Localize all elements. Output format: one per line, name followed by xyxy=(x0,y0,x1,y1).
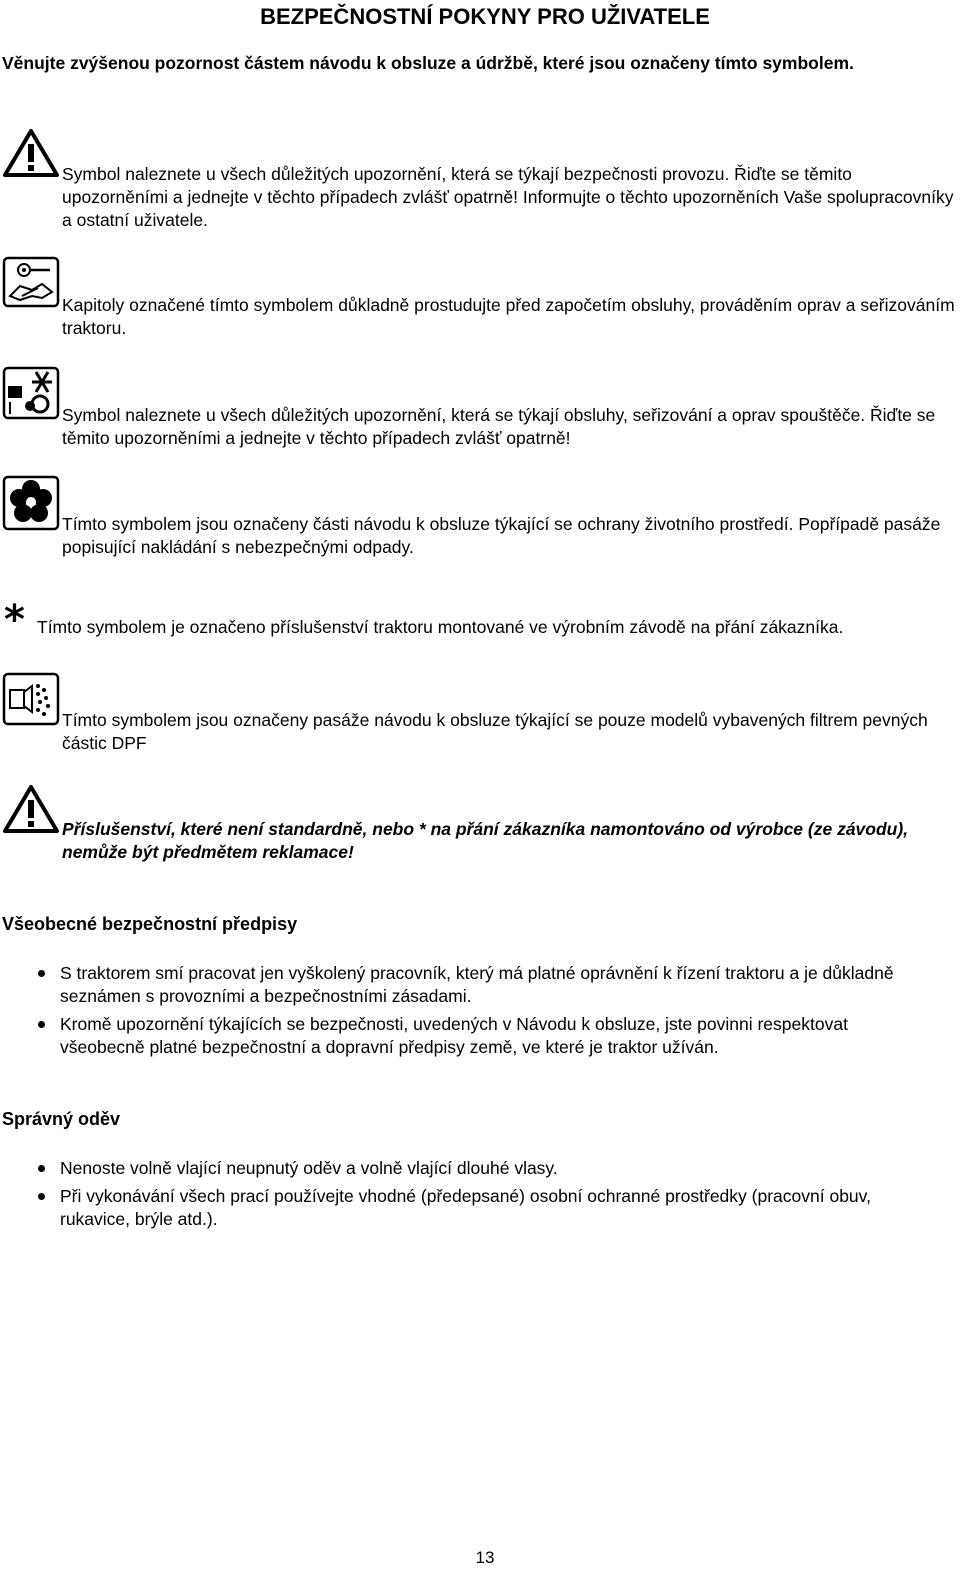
list-item: Při vykonávání všech prací používejte vhodné (předepsané) osobní ochranné prostředky (pracovní obuv, rukavice, brýle atd.). xyxy=(0,1185,930,1231)
list-item: S traktorem smí pracovat jen vyškolený pracovník, který má platné oprávnění k řízení traktoru a je důkladně seznámen s provozními a bezpečnostními zásadami. xyxy=(0,962,930,1008)
section-heading-clothing: Správný oděv xyxy=(2,1109,121,1129)
symbol-starter-text: Symbol naleznete u všech důležitých upozornění, která se týkají obsluhy, seřizování a oprav spouštěče. Řiďte se těmito upozorněními a jednejte v těchto případech zvlášť opatrně! xyxy=(62,405,936,448)
page-title: BEZPEČNOSTNÍ POKYNY PRO UŽIVATELE xyxy=(260,4,710,29)
symbol-accessory-text: Tímto symbolem je označeno příslušenství traktoru montované ve výrobním závodě na přání zákazníka. xyxy=(37,617,844,637)
general-rules-list xyxy=(0,962,930,1064)
intro-text: Věnujte zvýšenou pozornost částem návodu k obsluze a údržbě, které jsou označeny tímto symbolem. xyxy=(2,53,854,73)
page-number: 13 xyxy=(475,1548,495,1567)
asterisk-icon: * xyxy=(4,597,25,643)
warranty-warning-text: Příslušenství, které není standardně, nebo * na přání zákazníka namontováno od výrobce (ze závodu), nemůže být předmětem reklamace! xyxy=(62,819,909,862)
list-item: Kromě upozornění týkajících se bezpečnosti, uvedených v Návodu k obsluze, jste povinni respektovat všeobecně platné bezpečnostní a dopravní předpisy země, ve které je traktor užíván. xyxy=(0,1013,930,1059)
clothing-rules-list xyxy=(0,1157,930,1236)
symbol-safety-text: Symbol naleznete u všech důležitých upozornění, která se týkají bezpečnosti provozu. Řiďte se těmito upozorněními a jednejte v těchto případech zvlášť opatrně! Informujte o těchto upozorněních Vaše spolupracovníky a ostatní uživatele. xyxy=(62,164,954,230)
section-heading-general: Všeobecné bezpečnostní předpisy xyxy=(2,914,298,934)
symbol-manual-text: Kapitoly označené tímto symbolem důkladně prostudujte před započetím obsluhy, prováděním oprav a seřizováním traktoru. xyxy=(62,295,955,338)
list-item: Nenoste volně vlající neupnutý oděv a volně vlající dlouhé vlasy. xyxy=(0,1157,930,1180)
symbol-environment-text: Tímto symbolem jsou označeny části návodu k obsluze týkající se ochrany životního prostředí. Popřípadě pasáže popisující nakládání s nebezpečnými odpady. xyxy=(62,514,941,557)
symbol-dpf-text: Tímto symbolem jsou označeny pasáže návodu k obsluze týkající se pouze modelů vybavených filtrem pevných částic DPF xyxy=(62,710,928,753)
